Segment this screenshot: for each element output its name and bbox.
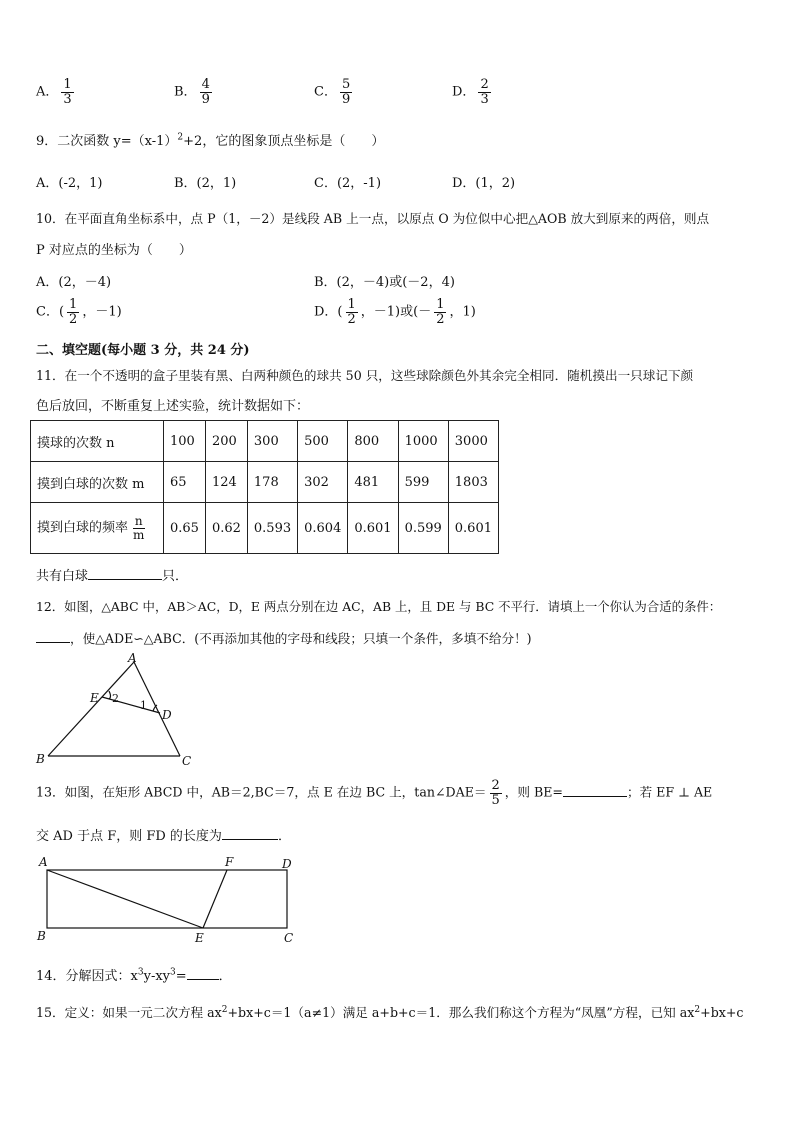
label-c: C bbox=[284, 931, 294, 945]
table-cell: 124 bbox=[205, 462, 247, 503]
table-row bbox=[31, 421, 499, 462]
label-d: D bbox=[282, 857, 292, 871]
q10-stem-line2: P 对应点的坐标为（ ） bbox=[36, 243, 192, 258]
q15-stem-line1: 15．定义：如果一元二次方程 $ax^2+bx+c=1(a\ne 1)$满足 a+b+c＝1．那么我们称这个方程为“凤凰”方程，已知 $ax^2+bx+c$ bbox=[36, 1004, 744, 1020]
table-cell: 500 bbox=[298, 421, 348, 462]
table-cell: 0.593 bbox=[247, 503, 297, 554]
table-cell: 1803 bbox=[448, 462, 498, 503]
angle-2-arc bbox=[109, 691, 111, 699]
q14-stem: 14．分解因式：$x^3y-xy^3=$ ． bbox=[36, 967, 232, 984]
q9-option-b: B．(2，1) bbox=[174, 176, 237, 191]
table-cell: 65 bbox=[164, 462, 206, 503]
q13-stem-line1: 13．如图，在矩形 ABCD 中，AB＝2,BC＝7，点 E 在边 BC 上，tan∠DAE＝ $\frac{2}{5}$ ，则 BE= ；若 EF ⊥ AE bbox=[36, 778, 713, 808]
table-cell: 100 bbox=[164, 421, 206, 462]
table-header-cell: 摸球的次数 n bbox=[31, 421, 164, 462]
rectangle-abcd bbox=[47, 870, 287, 928]
section-title: 二、填空题(每小题 3 分，共 24 分) bbox=[36, 343, 250, 358]
label-c: C bbox=[182, 754, 192, 768]
segment-de bbox=[102, 697, 160, 713]
q9-option-d: D．(1，2) bbox=[452, 176, 516, 191]
segment-ef bbox=[203, 870, 227, 928]
q13-stem-line2: 交 AD 于点 F，则 FD 的长度为 ． bbox=[36, 829, 291, 844]
table-cell: 302 bbox=[298, 462, 348, 503]
q12-stem-line2: ，使△ADE∽△ABC．(不再添加其他的字母和线段；只填一个条件，多填不给分！) bbox=[36, 628, 532, 647]
answer-blank[interactable] bbox=[563, 784, 627, 797]
table-header-cell: 摸到白球的频率 $\frac{n}{m}$ bbox=[31, 503, 164, 554]
table-cell: 0.599 bbox=[398, 503, 448, 554]
q11-stem-line2: 色后放回，不断重复上述实验，统计数据如下： bbox=[36, 399, 310, 414]
label-a: A bbox=[39, 855, 48, 869]
segment-ae bbox=[47, 870, 203, 928]
label-b: B bbox=[36, 752, 45, 766]
table-cell: 178 bbox=[247, 462, 297, 503]
label-d: D bbox=[162, 708, 172, 722]
table-cell: 0.601 bbox=[348, 503, 398, 554]
label-b: B bbox=[37, 929, 46, 943]
table-cell: 599 bbox=[398, 462, 448, 503]
label-e: E bbox=[90, 691, 99, 705]
q12-stem-line1: 12．如图，△ABC 中，AB＞AC，D，E 两点分别在边 AC，AB 上，且 DE 与 BC 不平行．请填上一个你认为合适的条件： bbox=[36, 599, 722, 614]
table-cell: 800 bbox=[348, 421, 398, 462]
q10-stem-line1: 10．在平面直角坐标系中，点 P（1，－2）是线段 AB 上一点，以原点 O 为位似中心把△AOB 放大到原来的两倍，则点 bbox=[36, 211, 710, 226]
table-row bbox=[31, 503, 499, 554]
q8-option-a: A． $\frac{1}{3}$ bbox=[36, 77, 72, 107]
table-cell: 0.604 bbox=[298, 503, 348, 554]
table-cell: 1000 bbox=[398, 421, 448, 462]
label-e: E bbox=[195, 931, 204, 945]
side-ab bbox=[48, 662, 134, 756]
table-row bbox=[31, 462, 499, 503]
q9-stem: 9．二次函数 $y=(x-1)^2+2$，它的图象顶点坐标是（ ） bbox=[36, 132, 385, 149]
label-angle-2: 2 bbox=[112, 692, 119, 705]
q8-option-c: C． $\frac{5}{9}$ bbox=[314, 77, 351, 107]
answer-blank[interactable] bbox=[187, 967, 219, 980]
q8-option-b: B． $\frac{4}{9}$ bbox=[174, 77, 210, 107]
answer-blank[interactable] bbox=[222, 827, 278, 840]
table-cell: 0.601 bbox=[448, 503, 498, 554]
table-cell: 300 bbox=[247, 421, 297, 462]
table-header-cell: 摸到白球的次数 m bbox=[31, 462, 164, 503]
label-a: A bbox=[128, 651, 137, 665]
table-cell: 3000 bbox=[448, 421, 498, 462]
q11-answer-line: 共有白球 只． bbox=[36, 569, 189, 584]
table-cell: 0.62 bbox=[205, 503, 247, 554]
q10-option-c: C．( $\frac{1}{2}$ ，－1) bbox=[36, 297, 122, 327]
q10-option-b: B．(2，－4)或(－2，4) bbox=[314, 275, 455, 290]
table-cell: 0.65 bbox=[164, 503, 206, 554]
rectangle-figure bbox=[30, 852, 310, 952]
q11-stem-line1: 11．在一个不透明的盒子里装有黑、白两种颜色的球共 50 只，这些球除颜色外其余完全相同．随机摸出一只球记下颜 bbox=[36, 368, 694, 383]
q11-stats-table bbox=[30, 420, 499, 554]
table-cell: 481 bbox=[348, 462, 398, 503]
answer-blank[interactable] bbox=[88, 567, 162, 580]
q8-option-d: D． $\frac{2}{3}$ bbox=[452, 77, 489, 107]
triangle-figure bbox=[30, 650, 210, 770]
q10-option-a: A．(2，－4) bbox=[36, 275, 112, 290]
q9-option-a: A．(-2，1) bbox=[36, 176, 103, 191]
q10-option-d: D．( $\frac{1}{2}$ ，－1)或(－ $\frac{1}{2}$ ，1) bbox=[314, 297, 476, 327]
label-f: F bbox=[225, 855, 234, 869]
table-cell: 200 bbox=[205, 421, 247, 462]
q9-option-c: C．(2，-1) bbox=[314, 176, 382, 191]
answer-blank[interactable] bbox=[36, 630, 70, 643]
label-angle-1: 1 bbox=[140, 699, 147, 712]
